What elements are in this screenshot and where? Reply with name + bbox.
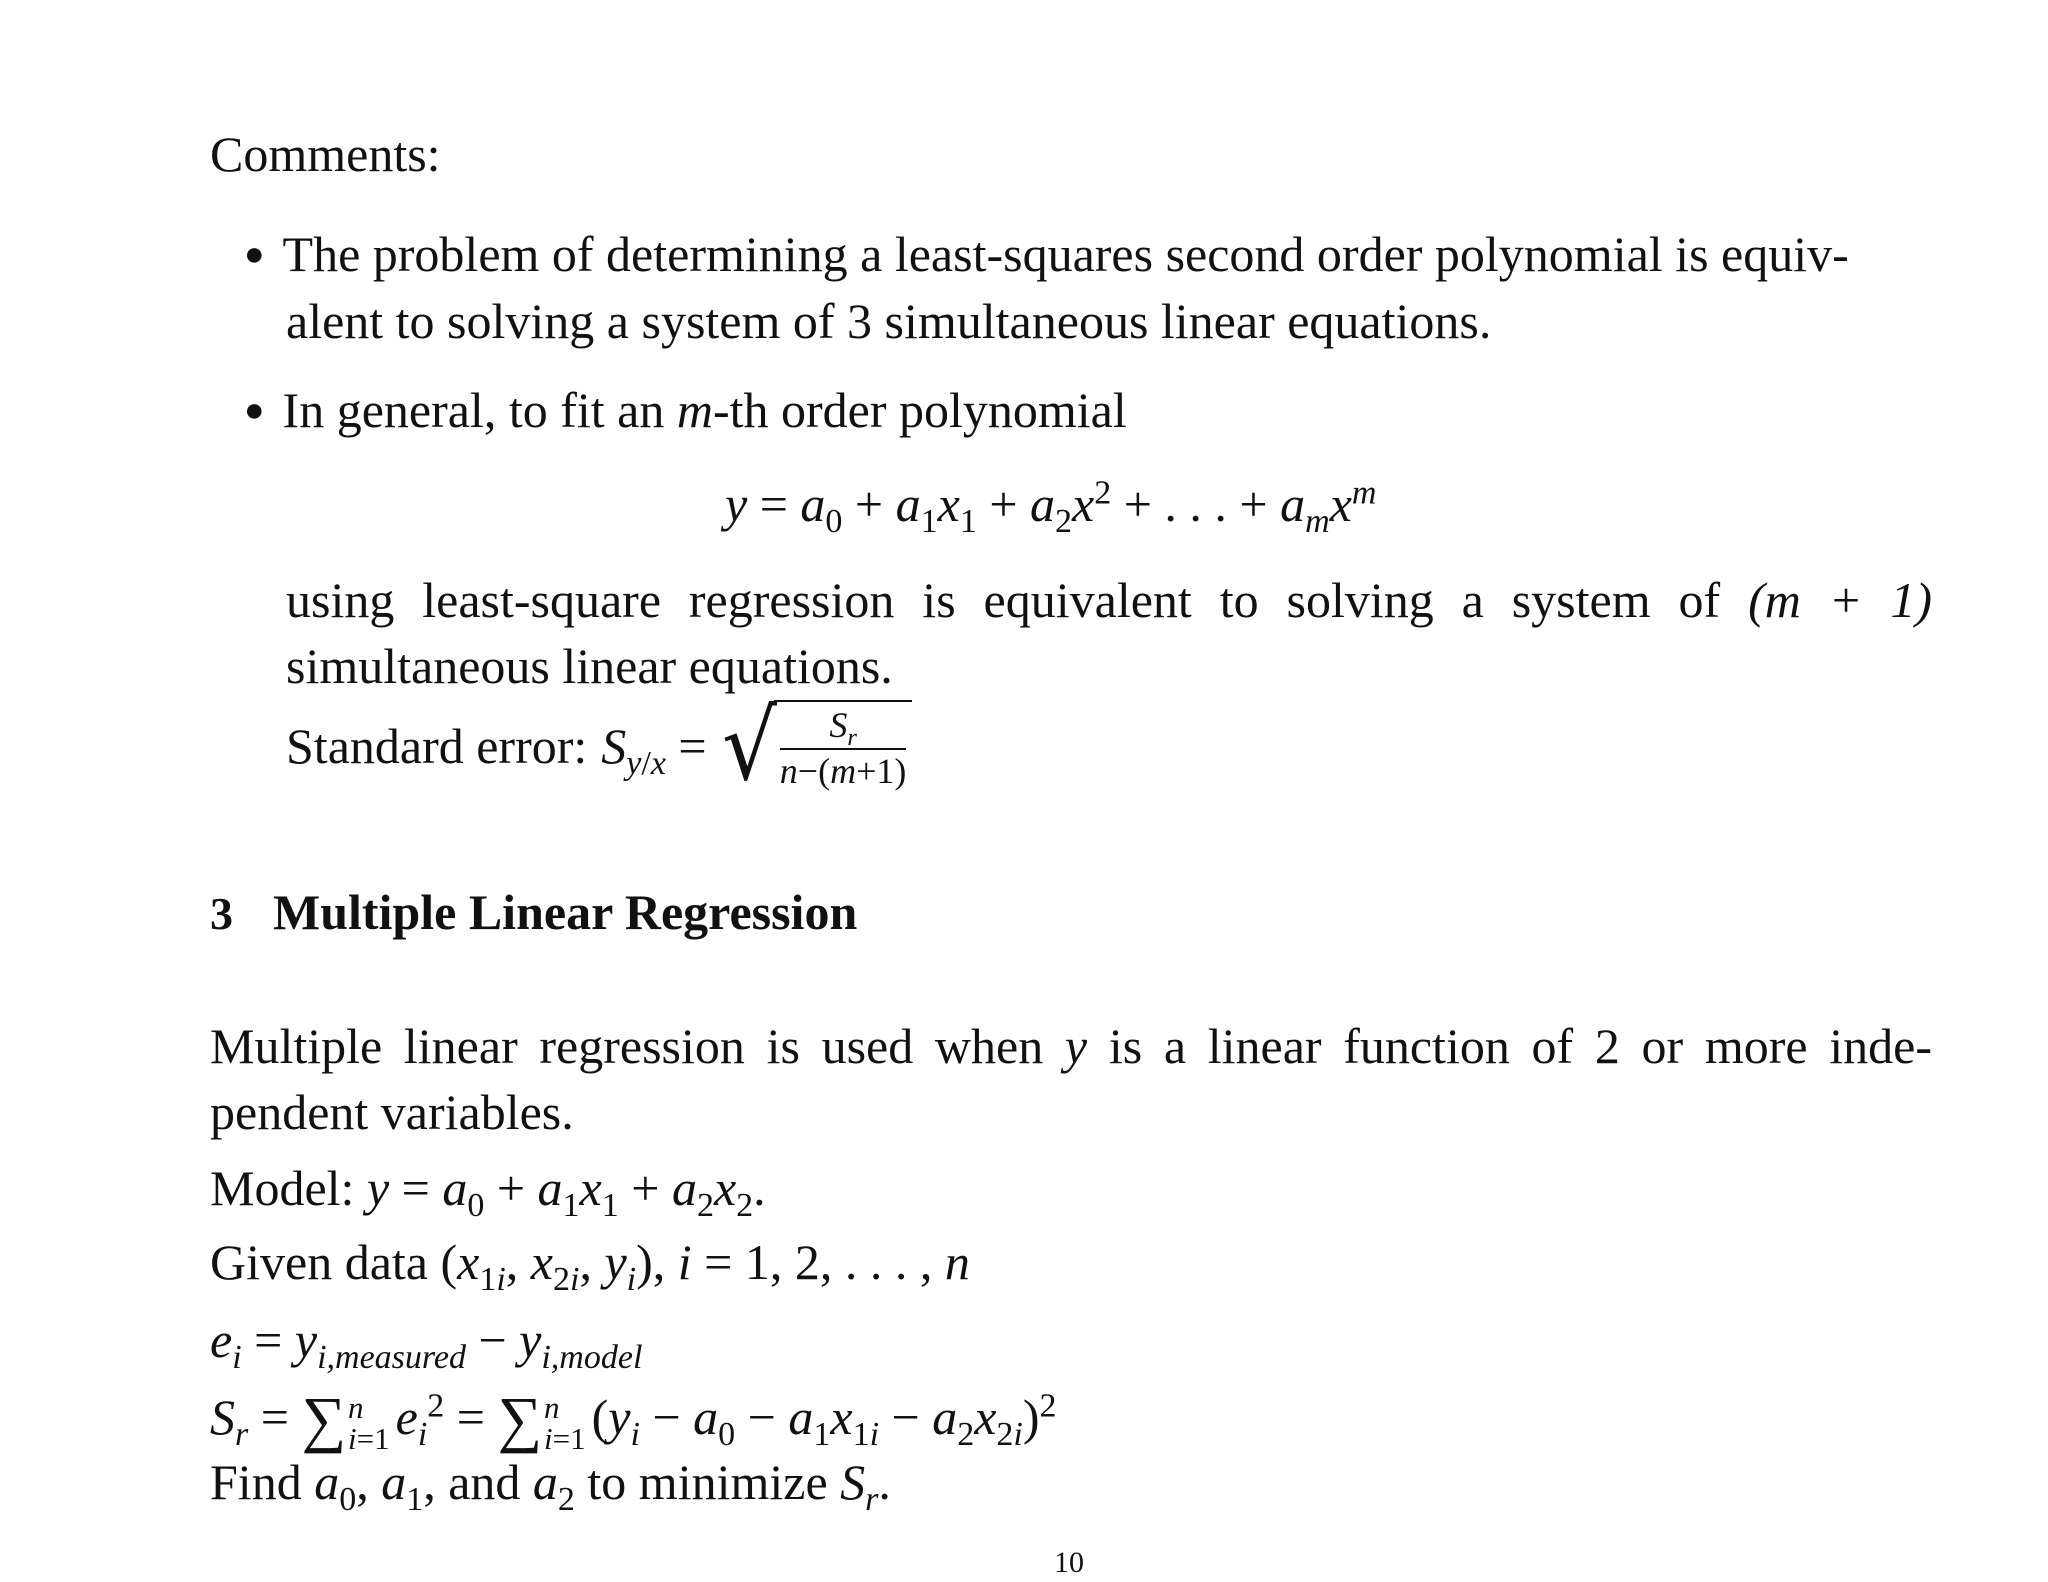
find-line: Find $a_0$, $a_1$, and $a_2$ to minimize $S_r$.: [210, 1454, 891, 1518]
var-m: m: [676, 382, 713, 438]
residual-definition: $e_i = y_{i,measured} - y_{i,model}$: [210, 1312, 643, 1376]
standard-error-label: Standard error:: [286, 718, 588, 774]
mlr-line-1b: is a linear function of 2 or more inde-: [1108, 1018, 1933, 1074]
bullet-2: [244, 380, 1127, 440]
bullet-1-line-1: The problem of determining a least-squares second order polynomial is equiv-: [282, 226, 1849, 282]
page-number: [1054, 1545, 1084, 1581]
sqrt-symbol: √: [721, 690, 777, 802]
standard-error: Standard error: $S_{y/x}$ = √ $S_r$ n−(m+1): [286, 698, 912, 794]
bullet-2-body-line-1: [286, 570, 1932, 630]
bullet-icon: ●: [244, 392, 265, 429]
bullet-2-body-line-2: [286, 636, 893, 696]
page-number-value: 10: [1054, 1546, 1084, 1579]
sqrt-expression: [719, 690, 913, 802]
section-heading: [210, 882, 857, 942]
bullet-icon: ●: [244, 236, 265, 273]
section-number: 3: [210, 888, 233, 939]
comments-label: Comments:: [210, 126, 441, 182]
section-title: Multiple Linear Regression: [273, 884, 858, 940]
find-and: and: [448, 1454, 521, 1510]
given-data-line: Given data ($x_{1i}$, $x_{2i}$, $y_i$), i = 1, 2, . . . , n: [210, 1234, 970, 1298]
given-data-label: Given data: [210, 1234, 428, 1290]
model-label: Model:: [210, 1160, 355, 1216]
find-tail: to minimize: [587, 1454, 828, 1510]
bullet-2-intro: In general, to fit an: [282, 382, 665, 438]
sqrt-fraction: $S_r$ n−(m+1): [774, 700, 913, 791]
mlr-paragraph-line-2: [210, 1082, 574, 1142]
sum-squares-definition: $S_r = \sum n$ i=1 $e_i^2 = \sum n$ i=1 $(y_i - a_0 - a_1x_{1i} - a_2x_{2i})^2$: [210, 1384, 1057, 1456]
bullet-1-line-2: alent to solving a system of 3 simultaneous linear equations.: [286, 293, 1492, 349]
comments-heading: [210, 124, 441, 184]
bullet-2-intro-tail: -th order polynomial: [712, 382, 1127, 438]
bullet-2-line-a: using least-square regression is equivalent to solving a system of: [286, 572, 1721, 628]
m-plus-1: (m + 1): [1748, 572, 1933, 628]
model-line: Model: $y = a_0 + a_1x_1 + a_2x_2$.: [210, 1160, 766, 1224]
bullet-2-line-b: simultaneous linear equations.: [286, 638, 893, 694]
var-y: y: [1064, 1018, 1088, 1074]
bullet-1-cont: [286, 291, 1491, 351]
bullet-1: [244, 224, 1849, 284]
mlr-paragraph-line-1: [210, 1016, 1932, 1076]
mlr-line-2: pendent variables.: [210, 1084, 574, 1140]
find-label: Find: [210, 1454, 302, 1510]
polynomial-equation: $y = a_0 + a_1x_1 + a_2x^2$ + . . . + $a_mx^m$: [725, 474, 1377, 540]
mlr-line-1a: Multiple linear regression is used when: [210, 1018, 1044, 1074]
